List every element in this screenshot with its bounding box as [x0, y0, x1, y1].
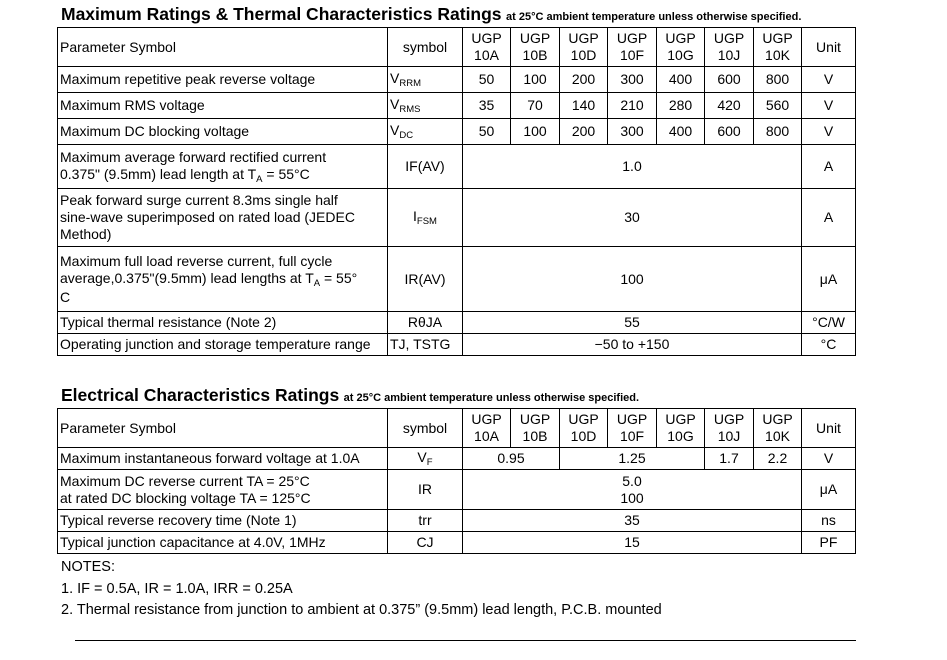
param-cell: Operating junction and storage temperature range — [58, 334, 388, 356]
value-cell: 300 — [608, 67, 657, 93]
table-row — [58, 67, 856, 93]
header-part: UGP 10A — [463, 409, 511, 448]
value-cell: 600 — [705, 67, 754, 93]
unit-cell: V — [802, 93, 856, 119]
table-row — [58, 448, 856, 470]
value-cell: 200 — [560, 67, 608, 93]
table-row — [58, 532, 856, 554]
header-part: UGP 10A — [463, 28, 511, 67]
value-cell: 2.2 — [754, 448, 802, 470]
unit-cell: μA — [802, 470, 856, 510]
value-cell: 5.0 100 — [463, 470, 802, 510]
table-row — [58, 510, 856, 532]
value-cell: 35 — [463, 510, 802, 532]
header-unit: Unit — [802, 28, 856, 67]
value-cell: 0.95 — [463, 448, 560, 470]
value-cell: 50 — [463, 67, 511, 93]
symbol-cell: trr — [388, 510, 463, 532]
unit-cell: °C/W — [802, 312, 856, 334]
ratings-title: Maximum Ratings & Thermal Characteristics Ratings — [61, 4, 502, 24]
unit-cell: PF — [802, 532, 856, 554]
electrical-condition: at 25°C ambient temperature unless otherwise specified. — [343, 392, 640, 404]
unit-cell: A — [802, 145, 856, 189]
value-cell: 1.7 — [705, 448, 754, 470]
header-part: UGP 10G — [657, 28, 705, 67]
electrical-title-line — [61, 385, 639, 406]
header-symbol: symbol — [388, 409, 463, 448]
header-param: Parameter Symbol — [58, 28, 388, 67]
electrical-title: Electrical Characteristics Ratings — [61, 385, 340, 405]
header-part: UGP 10F — [608, 28, 657, 67]
value-cell: 1.25 — [560, 448, 705, 470]
value-cell: 100 — [511, 119, 560, 145]
ratings-title-line — [61, 4, 801, 25]
footer-divider — [75, 640, 856, 641]
value-cell: 280 — [657, 93, 705, 119]
param-cell: Maximum repetitive peak reverse voltage — [58, 67, 388, 93]
header-part: UGP 10B — [511, 409, 560, 448]
param-cell: Maximum average forward rectified current 0.375" (9.5mm) lead length at $T_A = 55^\circ C$ — [58, 145, 388, 189]
notes-heading: NOTES: — [61, 559, 115, 575]
unit-cell: A — [802, 189, 856, 247]
symbol-cell: CJ — [388, 532, 463, 554]
ratings-table — [57, 27, 856, 356]
value-cell: 100 — [463, 247, 802, 312]
symbol-cell: IF(AV) — [388, 145, 463, 189]
value-cell: 400 — [657, 67, 705, 93]
param-cell: Peak forward surge current 8.3ms single half sine-wave superimposed on rated load (JEDEC Method) — [58, 189, 388, 247]
value-cell: 100 — [511, 67, 560, 93]
value-cell: 70 — [511, 93, 560, 119]
note-item: 1. IF = 0.5A, IR = 1.0A, IRR = 0.25A — [61, 581, 293, 597]
unit-cell: V — [802, 119, 856, 145]
symbol-cell: $V_F$ — [388, 448, 463, 470]
unit-cell: V — [802, 67, 856, 93]
param-cell: Maximum instantaneous forward voltage at 1.0A — [58, 448, 388, 470]
value-cell: 30 — [463, 189, 802, 247]
value-cell: −50 to +150 — [463, 334, 802, 356]
param-cell: Typical junction capacitance at 4.0V, 1MHz — [58, 532, 388, 554]
symbol-cell: RθJA — [388, 312, 463, 334]
value-cell: 15 — [463, 532, 802, 554]
ratings-condition: at 25°C ambient temperature unless otherwise specified. — [506, 11, 802, 23]
param-cell: Maximum full load reverse current, full cycle average,0.375"(9.5mm) lead lengths at $T_A = 55^\circ$ C — [58, 247, 388, 312]
ratings-header-row — [58, 28, 856, 67]
header-part: UGP 10D — [560, 28, 608, 67]
value-cell: 55 — [463, 312, 802, 334]
value-cell: 420 — [705, 93, 754, 119]
electrical-header-row — [58, 409, 856, 448]
value-cell: 50 — [463, 119, 511, 145]
value-cell: 300 — [608, 119, 657, 145]
value-cell: 35 — [463, 93, 511, 119]
symbol-cell: TJ, TSTG — [388, 334, 463, 356]
note-item: 2. Thermal resistance from junction to ambient at 0.375” (9.5mm) lead length, P.C.B. mounted — [61, 602, 662, 618]
param-cell: Maximum DC reverse current TA = 25°C at rated DC blocking voltage TA = 125°C — [58, 470, 388, 510]
table-row — [58, 145, 856, 189]
table-row — [58, 312, 856, 334]
value-cell: 140 — [560, 93, 608, 119]
header-part: UGP 10K — [754, 409, 802, 448]
header-symbol: symbol — [388, 28, 463, 67]
table-row — [58, 334, 856, 356]
symbol-cell: $I_{FSM}$ — [388, 189, 463, 247]
table-row — [58, 470, 856, 510]
value-cell: 600 — [705, 119, 754, 145]
symbol-cell: IR(AV) — [388, 247, 463, 312]
electrical-table — [57, 408, 856, 554]
header-part: UGP 10B — [511, 28, 560, 67]
param-cell: Typical thermal resistance (Note 2) — [58, 312, 388, 334]
value-cell: 210 — [608, 93, 657, 119]
header-part: UGP 10D — [560, 409, 608, 448]
header-unit: Unit — [802, 409, 856, 448]
value-cell: 200 — [560, 119, 608, 145]
unit-cell: μA — [802, 247, 856, 312]
symbol-cell: IR — [388, 470, 463, 510]
unit-cell: ns — [802, 510, 856, 532]
table-row — [58, 93, 856, 119]
param-cell: Maximum DC blocking voltage — [58, 119, 388, 145]
header-part: UGP 10J — [705, 28, 754, 67]
param-cell: Maximum RMS voltage — [58, 93, 388, 119]
symbol-cell: $V_{DC}$ — [388, 119, 463, 145]
value-cell: 400 — [657, 119, 705, 145]
table-row — [58, 247, 856, 312]
table-row — [58, 189, 856, 247]
symbol-cell: $V_{RMS}$ — [388, 93, 463, 119]
value-cell: 800 — [754, 67, 802, 93]
header-part: UGP 10K — [754, 28, 802, 67]
value-cell: 560 — [754, 93, 802, 119]
value-cell: 800 — [754, 119, 802, 145]
header-part: UGP 10F — [608, 409, 657, 448]
table-row — [58, 119, 856, 145]
value-cell: 1.0 — [463, 145, 802, 189]
unit-cell: °C — [802, 334, 856, 356]
unit-cell: V — [802, 448, 856, 470]
header-param: Parameter Symbol — [58, 409, 388, 448]
symbol-cell: $V_{RRM}$ — [388, 67, 463, 93]
param-cell: Typical reverse recovery time (Note 1) — [58, 510, 388, 532]
header-part: UGP 10J — [705, 409, 754, 448]
header-part: UGP 10G — [657, 409, 705, 448]
